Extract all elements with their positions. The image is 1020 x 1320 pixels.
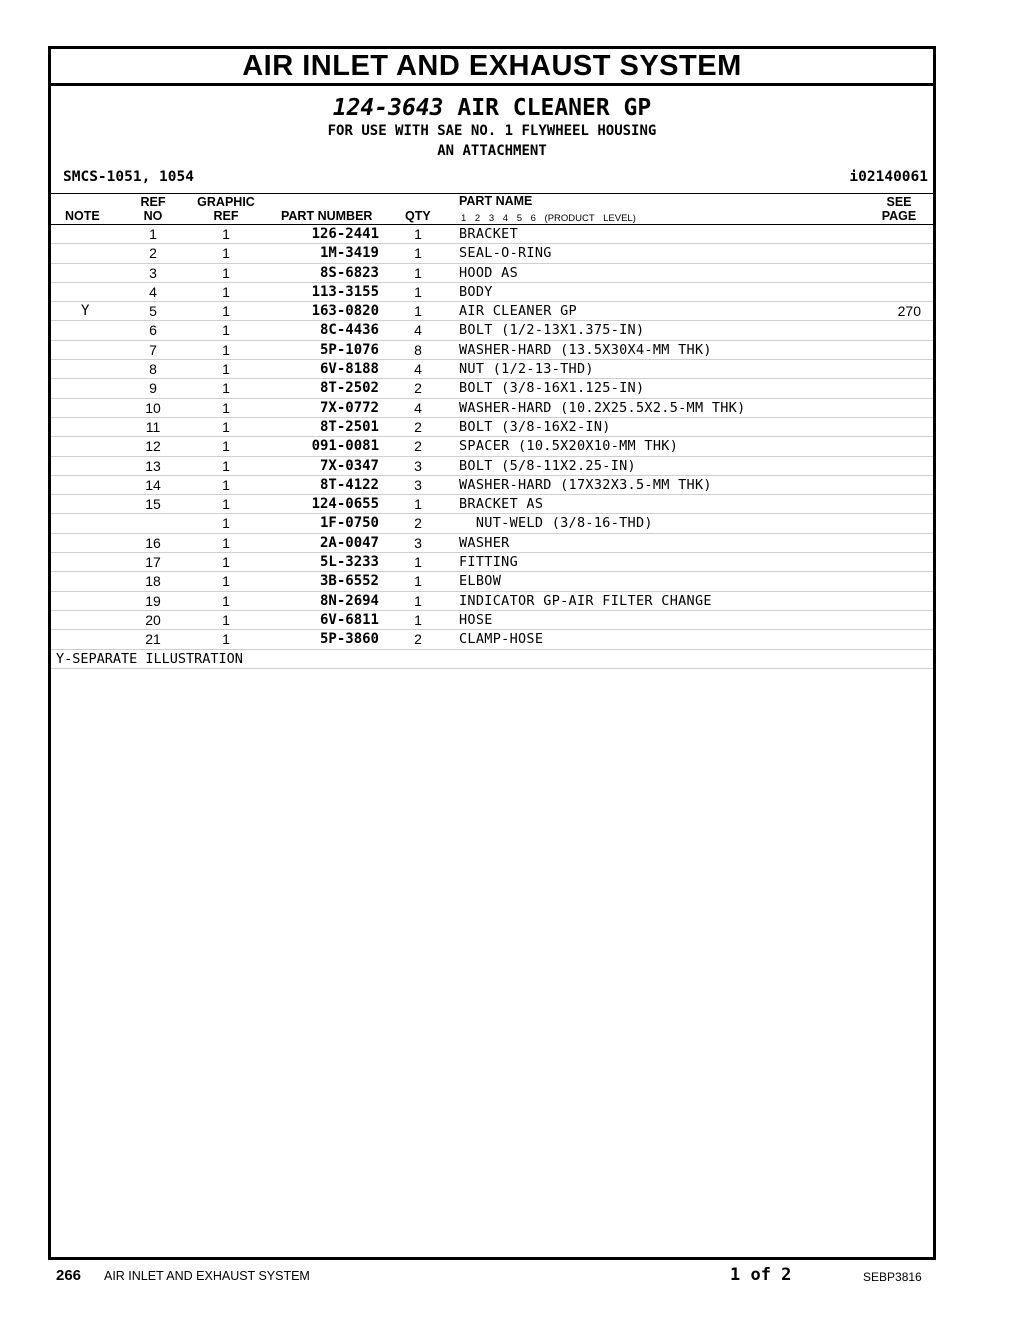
header-qty: QTY <box>405 209 431 223</box>
row-ref-no: 5 <box>149 303 157 320</box>
table-row <box>51 264 933 283</box>
row-qty: 1 <box>414 554 422 571</box>
row-part-name: BOLT (1/2-13X1.375-IN) <box>459 322 645 339</box>
table-row <box>51 418 933 437</box>
footer-page-number: 266 <box>56 1267 82 1284</box>
row-qty: 1 <box>414 245 422 262</box>
header-note: NOTE <box>65 209 100 223</box>
row-part-number: 2A-0047 <box>319 534 379 551</box>
header-ref-bottom: NO <box>143 209 163 223</box>
row-qty: 1 <box>414 592 422 609</box>
row-part-number: 113-3155 <box>311 283 379 300</box>
header-part-number: PART NUMBER <box>281 209 373 223</box>
row-qty: 2 <box>414 631 422 648</box>
row-qty: 1 <box>414 264 422 281</box>
header-see-bottom: PAGE <box>881 209 917 223</box>
header-graphic-bottom: REF <box>213 209 239 223</box>
row-qty: 4 <box>414 361 422 378</box>
id-row <box>51 167 933 187</box>
group-name: AIR CLEANER GP <box>457 95 652 121</box>
row-part-name: WASHER-HARD (13.5X30X4-MM THK) <box>459 341 712 358</box>
row-part-number: 5P-3860 <box>319 631 379 648</box>
row-qty: 2 <box>414 380 422 397</box>
row-graphic-ref: 1 <box>222 380 230 397</box>
row-ref-no: 20 <box>145 611 161 628</box>
row-part-name: BODY <box>459 283 493 300</box>
row-ref-no: 9 <box>149 380 157 397</box>
row-part-name: WASHER-HARD (17X32X3.5-MM THK) <box>459 476 712 493</box>
row-graphic-ref: 1 <box>222 283 230 300</box>
row-part-number: 8T-2502 <box>319 380 379 397</box>
row-part-number: 8N-2694 <box>319 592 379 609</box>
table-row <box>51 553 933 572</box>
row-qty: 1 <box>414 573 422 590</box>
row-graphic-ref: 1 <box>222 631 230 648</box>
row-part-number: 8S-6823 <box>319 264 379 281</box>
header-see-top: SEE <box>886 195 912 209</box>
row-part-number: 5P-1076 <box>319 341 379 358</box>
row-graphic-ref: 1 <box>222 534 230 551</box>
row-qty: 3 <box>414 457 422 474</box>
row-graphic-ref: 1 <box>222 476 230 493</box>
row-graphic-ref: 1 <box>222 245 230 262</box>
table-row <box>51 379 933 398</box>
row-qty: 1 <box>414 303 422 320</box>
row-ref-no: 16 <box>145 534 161 551</box>
row-ref-no: 8 <box>149 361 157 378</box>
row-ref-no: 19 <box>145 592 161 609</box>
page-footer <box>0 1264 1020 1288</box>
row-part-number: 1F-0750 <box>319 515 379 532</box>
row-graphic-ref: 1 <box>222 399 230 416</box>
row-ref-no: 13 <box>145 457 161 474</box>
table-row <box>51 283 933 302</box>
row-part-number: 7X-0772 <box>319 399 379 416</box>
row-graphic-ref: 1 <box>222 418 230 435</box>
table-row <box>51 225 933 244</box>
row-qty: 3 <box>414 476 422 493</box>
smcs-code: SMCS-1051, 1054 <box>63 169 194 185</box>
row-ref-no: 15 <box>145 496 161 513</box>
group-subtitle-2: AN ATTACHMENT <box>437 143 547 159</box>
row-qty: 2 <box>414 438 422 455</box>
group-subtitle-1: FOR USE WITH SAE NO. 1 FLYWHEEL HOUSING <box>327 123 657 139</box>
parts-table-body <box>51 225 933 650</box>
row-part-name: BOLT (5/8-11X2.25-IN) <box>459 457 636 474</box>
row-part-number: 8C-4436 <box>319 322 379 339</box>
row-graphic-ref: 1 <box>222 573 230 590</box>
row-part-name: BOLT (3/8-16X2-IN) <box>459 418 611 435</box>
table-row <box>51 611 933 630</box>
header-product-level: 1 2 3 4 5 6 (PRODUCT LEVEL) <box>461 213 636 224</box>
row-ref-no: 12 <box>145 438 161 455</box>
row-part-name: NUT-WELD (3/8-16-THD) <box>459 515 653 532</box>
row-graphic-ref: 1 <box>222 592 230 609</box>
row-ref-no: 6 <box>149 322 157 339</box>
row-graphic-ref: 1 <box>222 496 230 513</box>
table-row <box>51 476 933 495</box>
table-row <box>51 341 933 360</box>
row-graphic-ref: 1 <box>222 361 230 378</box>
footer-section: AIR INLET AND EXHAUST SYSTEM <box>104 1269 310 1283</box>
table-header <box>51 193 933 225</box>
row-part-name: ELBOW <box>459 573 502 590</box>
row-qty: 1 <box>414 283 422 300</box>
row-part-name: CLAMP-HOSE <box>459 631 544 648</box>
table-row <box>51 495 933 514</box>
row-part-number: 3B-6552 <box>319 573 379 590</box>
illustration-id: i02140061 <box>849 169 928 185</box>
table-row <box>51 321 933 340</box>
row-part-name: AIR CLEANER GP <box>459 303 577 320</box>
footnote: Y-SEPARATE ILLUSTRATION <box>51 650 933 669</box>
row-ref-no: 10 <box>145 399 161 416</box>
row-part-name: INDICATOR GP-AIR FILTER CHANGE <box>459 592 712 609</box>
row-graphic-ref: 1 <box>222 515 230 532</box>
row-graphic-ref: 1 <box>222 554 230 571</box>
row-part-name: WASHER <box>459 534 510 551</box>
row-ref-no: 14 <box>145 476 161 493</box>
table-row <box>51 244 933 263</box>
table-row <box>51 437 933 456</box>
header-graphic-top: GRAPHIC <box>197 195 255 209</box>
section-title: AIR INLET AND EXHAUST SYSTEM <box>51 49 933 86</box>
row-graphic-ref: 1 <box>222 226 230 242</box>
row-graphic-ref: 1 <box>222 438 230 455</box>
row-part-number: 5L-3233 <box>319 554 379 571</box>
row-part-name: BRACKET <box>459 226 518 242</box>
group-part-number: 124-3643 <box>332 95 444 121</box>
row-part-number: 1M-3419 <box>319 245 379 262</box>
row-part-number: 6V-8188 <box>319 361 379 378</box>
row-part-number: 8T-4122 <box>319 476 379 493</box>
table-row <box>51 514 933 533</box>
table-row <box>51 572 933 591</box>
row-qty: 8 <box>414 341 422 358</box>
table-row <box>51 630 933 649</box>
row-ref-no: 7 <box>149 341 157 358</box>
row-ref-no: 2 <box>149 245 157 262</box>
table-row <box>51 360 933 379</box>
header-ref-top: REF <box>140 195 166 209</box>
header-part-name: PART NAME <box>459 194 533 208</box>
row-ref-no: 1 <box>149 226 157 242</box>
row-part-name: NUT (1/2-13-THD) <box>459 361 594 378</box>
row-graphic-ref: 1 <box>222 611 230 628</box>
row-part-name: BRACKET AS <box>459 496 544 513</box>
row-ref-no: 3 <box>149 264 157 281</box>
row-qty: 1 <box>414 611 422 628</box>
row-qty: 4 <box>414 399 422 416</box>
row-ref-no: 4 <box>149 283 157 300</box>
row-graphic-ref: 1 <box>222 264 230 281</box>
row-qty: 4 <box>414 322 422 339</box>
row-part-name: HOSE <box>459 611 493 628</box>
row-part-name: HOOD AS <box>459 264 518 281</box>
row-graphic-ref: 1 <box>222 457 230 474</box>
row-graphic-ref: 1 <box>222 322 230 339</box>
row-part-number: 7X-0347 <box>319 457 379 474</box>
row-ref-no: 11 <box>145 418 161 435</box>
row-qty: 2 <box>414 515 422 532</box>
row-qty: 1 <box>414 226 422 242</box>
table-row <box>51 592 933 611</box>
row-part-number: 6V-6811 <box>319 611 379 628</box>
row-note: Y <box>81 303 90 320</box>
footer-doc-id: SEBP3816 <box>863 1270 922 1284</box>
row-part-number: 126-2441 <box>311 226 379 242</box>
row-part-name: SEAL-O-RING <box>459 245 552 262</box>
row-qty: 1 <box>414 496 422 513</box>
row-qty: 3 <box>414 534 422 551</box>
row-part-name: WASHER-HARD (10.2X25.5X2.5-MM THK) <box>459 399 746 416</box>
row-graphic-ref: 1 <box>222 303 230 320</box>
row-ref-no: 21 <box>145 631 161 648</box>
row-ref-no: 18 <box>145 573 161 590</box>
row-qty: 2 <box>414 418 422 435</box>
row-see-page: 270 <box>897 303 921 320</box>
parts-page-frame <box>48 46 936 1260</box>
row-graphic-ref: 1 <box>222 341 230 358</box>
row-part-number: 8T-2501 <box>319 418 379 435</box>
table-row <box>51 534 933 553</box>
row-part-number: 124-0655 <box>311 496 379 513</box>
footer-page-of: 1 of 2 <box>730 1265 792 1285</box>
table-row <box>51 302 933 321</box>
row-part-number: 163-0820 <box>311 303 379 320</box>
row-part-name: BOLT (3/8-16X1.125-IN) <box>459 380 645 397</box>
row-part-number: 091-0081 <box>311 438 379 455</box>
group-title <box>51 95 933 121</box>
row-part-name: SPACER (10.5X20X10-MM THK) <box>459 438 679 455</box>
table-row <box>51 457 933 476</box>
table-row <box>51 399 933 418</box>
row-ref-no: 17 <box>145 554 161 571</box>
row-part-name: FITTING <box>459 554 518 571</box>
